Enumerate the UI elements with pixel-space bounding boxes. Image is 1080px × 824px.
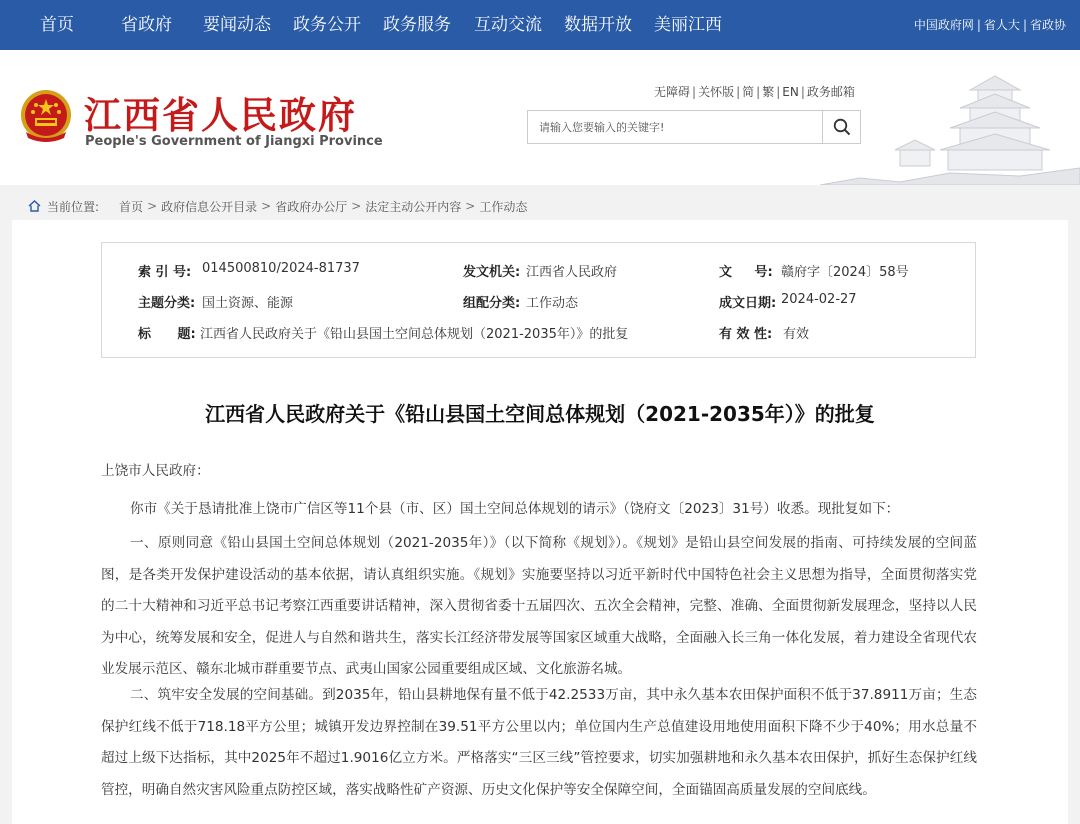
separator: | [692, 85, 697, 99]
link-provincial-congress[interactable]: 省人大 [983, 18, 1020, 32]
nav-item-gov-services[interactable]: 政务服务 [383, 15, 451, 35]
nav-item-home[interactable]: 首页 [40, 15, 74, 35]
pavilion-illustration [820, 68, 1080, 185]
article-paragraph-1: 你市《关于恳请批准上饶市广信区等11个县（市、区）国土空间总体规划的请示》（饶府文〔2023〕31号）收悉。现批复如下： [130, 501, 900, 517]
link-traditional[interactable]: 繁 [762, 85, 775, 99]
breadcrumb-separator: > [261, 199, 272, 213]
breadcrumb-statutory-content[interactable]: 法定主动公开内容 [365, 199, 462, 214]
nav-item-gov-affairs-open[interactable]: 政务公开 [293, 15, 361, 35]
separator: | [756, 85, 761, 99]
group-key: 组配分类: [463, 296, 521, 311]
index-no-value: 014500810/2024-81737 [202, 261, 360, 276]
breadcrumb-work-updates[interactable]: 工作动态 [479, 199, 528, 214]
breadcrumb-info-directory[interactable]: 政府信息公开目录 [161, 199, 258, 214]
separator: | [736, 85, 741, 99]
breadcrumb-separator: > [351, 199, 362, 213]
nav-item-news[interactable]: 要闻动态 [203, 15, 271, 35]
article-title: 江西省人民政府关于《铅山县国土空间总体规划（2021-2035年）》的批复 [205, 402, 875, 426]
separator: | [800, 85, 805, 99]
breadcrumb-separator: > [147, 199, 158, 213]
nav-item-interaction[interactable]: 互动交流 [474, 15, 542, 35]
issuer-key: 发文机关: [463, 265, 521, 280]
breadcrumb-general-office[interactable]: 省政府办公厅 [275, 199, 348, 214]
issuer-value: 江西省人民政府 [526, 265, 618, 280]
topic-value: 国土资源、能源 [202, 296, 294, 311]
search-input[interactable] [528, 111, 822, 143]
breadcrumb-home[interactable]: 首页 [119, 199, 144, 214]
article-paragraph-3: 二、筑牢安全发展的空间基础。到2035年，铅山县耕地保有量不低于42.2533万亩，其中永久基本农田保护面积不低于37.8911万亩；生态保护红线不低于718.18平方公里；城镇开发边界控制在39.51平方公里以内；单位国内生产总值建设用地使用面积下降不少于40%；用水总量不超过上级下达指标，其中2025年不超过1.9016亿立方米。严格落实“三区三线”管控要求，切实加强耕地和永久基本农田保护，抓好生态保护红线管控，明确自然灾害风险重点防控区域，落实战略性矿产资源、历史文化保护等安全保障空间，全面锚固高质量发展的空间底线。 [101, 687, 977, 798]
breadcrumb [28, 197, 527, 215]
separator: | [776, 85, 781, 99]
validity-key: 有 效 性: [719, 327, 773, 342]
site-title: 江西省人民政府 [84, 94, 357, 137]
link-provincial-cppcc[interactable]: 省政协 [1029, 18, 1066, 32]
top-nav [0, 0, 1080, 50]
date-value: 2024-02-27 [781, 292, 857, 307]
validity-value: 有效 [783, 327, 810, 342]
link-china-gov[interactable]: 中国政府网 [913, 18, 974, 32]
article-paragraph-2: 一、原则同意《铅山县国土空间总体规划（2021-2035年）》（以下简称《规划》）。《规划》是铅山县空间发展的指南、可持续发展的空间蓝图，是各类开发保护建设活动的基本依据，请认真组织实施。《规划》实施要坚持以习近平新时代中国特色社会主义思想为指导，全面贯彻落实党的二十大精神和习近平总书记考察江西重要讲话精神，深入贯彻省委十五届四次、五次全会精神，完整、准确、全面贯彻新发展理念，坚持以人民为中心，统筹发展和安全，促进人与自然和谐共生，落实长江经济带发展等国家区域重大战略，全面融入长三角一体化发展，着力建设全省现代农业发展示范区、赣东北城市群重要节点、武夷山国家公园重要组成区域、文化旅游名城。 [101, 535, 977, 677]
site-subtitle: People's Government of Jiangxi Province [85, 134, 383, 149]
link-care-version[interactable]: 关怀版 [698, 85, 735, 99]
title-key: 标 题: [138, 327, 196, 342]
doc-no-value: 赣府字〔2024〕58号 [781, 265, 909, 280]
nav-item-provincial-gov[interactable]: 省政府 [121, 15, 172, 35]
home-icon [28, 200, 41, 212]
document-info-table [101, 242, 976, 358]
breadcrumb-label: 当前位置: [47, 199, 100, 214]
link-gov-mailbox[interactable]: 政务邮箱 [806, 85, 855, 99]
topic-key: 主题分类: [138, 296, 196, 311]
nav-item-open-data[interactable]: 数据开放 [564, 15, 632, 35]
breadcrumb-separator: > [465, 199, 476, 213]
nav-item-beautiful-jiangxi[interactable]: 美丽江西 [654, 15, 722, 35]
doc-no-key: 文 号: [719, 265, 773, 280]
national-emblem-icon [18, 88, 74, 146]
title-value: 江西省人民政府关于《铅山县国土空间总体规划（2021-2035年）》的批复 [200, 327, 629, 342]
link-accessibility[interactable]: 无障碍 [654, 85, 691, 99]
separator: | [976, 18, 981, 32]
index-no-key: 索 引 号: [138, 265, 192, 280]
search-box [527, 110, 861, 144]
top-right-links [914, 0, 1066, 50]
link-english[interactable]: EN [782, 85, 799, 99]
article-salutation: 上饶市人民政府： [101, 463, 210, 479]
site-header [0, 50, 1080, 185]
group-value: 工作动态 [526, 296, 579, 311]
date-key: 成文日期: [719, 296, 777, 311]
separator: | [1022, 18, 1027, 32]
link-simplified[interactable]: 简 [742, 85, 755, 99]
